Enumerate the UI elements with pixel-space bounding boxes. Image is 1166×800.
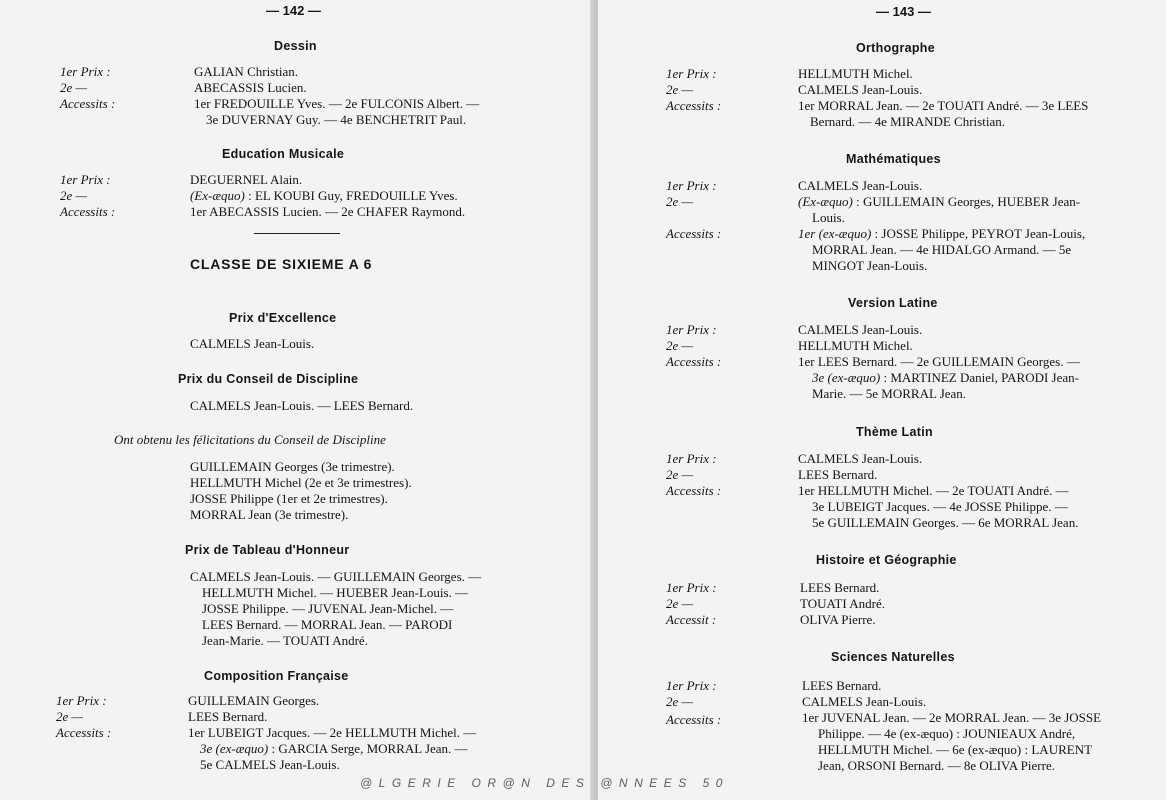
page-number-right: — 143 — [876, 4, 931, 19]
watermark: @LGERIE OR@N DES @NNEES 50 [360, 776, 729, 790]
winner-line: HELLMUTH Michel. [798, 338, 913, 353]
winner-line: ABECASSIS Lucien. [194, 80, 307, 95]
accessit-names: : GARCIA Serge, MORRAL Jean. — [268, 741, 468, 756]
accessit-names: : JOUNIEAUX André, [953, 726, 1076, 741]
label-second-prize: 2e — [60, 188, 88, 203]
right-page [598, 0, 1166, 800]
section-divider [254, 233, 340, 234]
accessit-line: HELLMUTH Michel. — 6e (ex-æquo) : LAURENT [818, 742, 1093, 757]
accessit-line [200, 741, 468, 757]
label-second-prize: 2e — [666, 82, 694, 97]
accessit-line: Jean, ORSONI Bernard. — 8e OLIVA Pierre. [818, 758, 1055, 773]
winner-line: CALMELS Jean-Louis. [190, 336, 315, 351]
winner-line: DEGUERNEL Alain. [190, 172, 303, 187]
honneur-line: JOSSE Philippe. — JUVENAL Jean-Michel. — [202, 601, 454, 616]
winner-line: CALMELS Jean-Louis. — LEES Bernard. [190, 398, 414, 413]
label-first-prize: 1er Prix : [56, 693, 107, 708]
heading-mathematiques: Mathématiques [846, 152, 941, 166]
winner-line: CALMELS Jean-Louis. [798, 451, 923, 466]
label-accessits: Accessits : [666, 98, 722, 113]
label-second-prize: 2e — [666, 194, 694, 209]
label-accessits: Accessits : [666, 226, 722, 241]
winner-names: : EL KOUBI Guy, FREDOUILLE Yves. [244, 188, 458, 203]
accessit-line: 1er LUBEIGT Jacques. — 2e HELLMUTH Michel. — [188, 725, 477, 740]
accessit-line: 3e LUBEIGT Jacques. — 4e JOSSE Philippe. — [812, 499, 1068, 514]
accessit-line: 5e GUILLEMAIN Georges. — 6e MORRAL Jean. [812, 515, 1079, 530]
heading-version-latine: Version Latine [848, 296, 938, 310]
heading-composition-francaise: Composition Française [204, 669, 349, 683]
page-number-left: — 142 — [266, 3, 321, 18]
heading-felicitations: Ont obtenu les félicitations du Conseil de Discipline [114, 432, 386, 447]
heading-education-musicale: Education Musicale [222, 147, 345, 161]
label-first-prize: 1er Prix : [666, 580, 717, 595]
winner-line: LEES Bernard. [798, 467, 878, 482]
winner-line: HELLMUTH Michel. [798, 66, 913, 81]
accessit-line [818, 726, 1075, 742]
winner-line: LEES Bernard. [188, 709, 268, 724]
accessit-line [798, 226, 1085, 242]
label-second-prize: 2e — [666, 467, 694, 482]
accessit-line: 5e CALMELS Jean-Louis. [200, 757, 340, 772]
winner-line: GUILLEMAIN Georges. [188, 693, 320, 708]
label-first-prize: 1er Prix : [666, 451, 717, 466]
winner-line: CALMELS Jean-Louis. [802, 694, 927, 709]
label-first-prize: 1er Prix : [666, 322, 717, 337]
label-first-prize: 1er Prix : [666, 66, 717, 81]
winner-line: CALMELS Jean-Louis. [798, 322, 923, 337]
ex-aequo-note: 1er (ex-æquo) [798, 226, 872, 241]
ex-aequo-note: (Ex-æquo) [190, 188, 245, 203]
heading-prix-excellence: Prix d'Excellence [229, 311, 337, 325]
label-second-prize: 2e — [666, 338, 694, 353]
class-title: CLASSE DE SIXIEME A 6 [190, 256, 373, 272]
label-accessit: Accessit : [666, 612, 717, 627]
winner-line: GALIAN Christian. [194, 64, 298, 79]
label-accessits: Accessits : [56, 725, 112, 740]
winner-names: : GUILLEMAIN Georges, HUEBER Jean- [852, 194, 1081, 209]
winner-line: Louis. [812, 210, 845, 225]
heading-theme-latin: Thème Latin [856, 425, 933, 439]
label-first-prize: 1er Prix : [666, 678, 717, 693]
winner-line [190, 188, 458, 204]
heading-tableau-honneur: Prix de Tableau d'Honneur [185, 543, 350, 557]
label-second-prize: 2e — [666, 596, 694, 611]
label-accessits: Accessits : [60, 96, 116, 111]
winner-line: CALMELS Jean-Louis. [798, 178, 923, 193]
accessit-line: MINGOT Jean-Louis. [812, 258, 928, 273]
honneur-line: HELLMUTH Michel. — HUEBER Jean-Louis. — [202, 585, 469, 600]
heading-dessin: Dessin [274, 39, 317, 53]
ex-aequo-note: 3e (ex-æquo) [812, 370, 881, 385]
label-first-prize: 1er Prix : [60, 172, 111, 187]
felicitation-line: MORRAL Jean (3e trimestre). [190, 507, 349, 522]
winner-line [798, 194, 1080, 210]
heading-histoire-geographie: Histoire et Géographie [816, 553, 957, 567]
heading-prix-conseil: Prix du Conseil de Discipline [178, 372, 359, 386]
label-accessits: Accessits : [60, 204, 116, 219]
winner-line: LEES Bernard. [802, 678, 882, 693]
label-accessits: Accessits : [666, 354, 722, 369]
accessit-line [812, 370, 1079, 386]
accessit-line: 1er JUVENAL Jean. — 2e MORRAL Jean. — 3e JOSSE [802, 710, 1102, 725]
winner-line: TOUATI André. [800, 596, 885, 611]
accessit-line: 1er FREDOUILLE Yves. — 2e FULCONIS Albert. — [194, 96, 480, 111]
accessit-line: OLIVA Pierre. [800, 612, 876, 627]
accessit-line: MORRAL Jean. — 4e HIDALGO Armand. — 5e [812, 242, 1072, 257]
accessit-names: Philippe. — 4e (ex-æquo) [818, 726, 954, 741]
ex-aequo-note: 3e (ex-æquo) [200, 741, 269, 756]
label-first-prize: 1er Prix : [60, 64, 111, 79]
accessit-names: : MARTINEZ Daniel, PARODI Jean- [880, 370, 1079, 385]
label-second-prize: 2e — [56, 709, 84, 724]
felicitation-line: JOSSE Philippe (1er et 2e trimestres). [190, 491, 388, 506]
heading-sciences-naturelles: Sciences Naturelles [831, 650, 955, 664]
felicitation-line: GUILLEMAIN Georges (3e trimestre). [190, 459, 395, 474]
heading-orthographe: Orthographe [856, 41, 935, 55]
label-second-prize: 2e — [60, 80, 88, 95]
accessit-line: Marie. — 5e MORRAL Jean. [812, 386, 967, 401]
honneur-line: LEES Bernard. — MORRAL Jean. — PARODI [202, 617, 453, 632]
label-second-prize: 2e — [666, 694, 694, 709]
accessit-line: 1er LEES Bernard. — 2e GUILLEMAIN Georges. — [798, 354, 1080, 369]
accessit-line: 3e DUVERNAY Guy. — 4e BENCHETRIT Paul. [206, 112, 467, 127]
accessit-line: 1er ABECASSIS Lucien. — 2e CHAFER Raymond. [190, 204, 466, 219]
honneur-line: Jean-Marie. — TOUATI André. [202, 633, 368, 648]
label-accessits: Accessits : [666, 712, 722, 727]
ex-aequo-note: (Ex-æquo) [798, 194, 853, 209]
accessit-line: 1er HELLMUTH Michel. — 2e TOUATI André. — [798, 483, 1069, 498]
winner-line: CALMELS Jean-Louis. [798, 82, 923, 97]
felicitation-line: HELLMUTH Michel (2e et 3e trimestres). [190, 475, 412, 490]
label-first-prize: 1er Prix : [666, 178, 717, 193]
accessit-line: 1er MORRAL Jean. — 2e TOUATI André. — 3e LEES [798, 98, 1089, 113]
label-accessits: Accessits : [666, 483, 722, 498]
winner-line: LEES Bernard. [800, 580, 880, 595]
accessit-line: Bernard. — 4e MIRANDE Christian. [810, 114, 1005, 129]
accessit-names: : JOSSE Philippe, PEYROT Jean-Louis, [871, 226, 1086, 241]
honneur-line: CALMELS Jean-Louis. — GUILLEMAIN Georges. — [190, 569, 482, 584]
